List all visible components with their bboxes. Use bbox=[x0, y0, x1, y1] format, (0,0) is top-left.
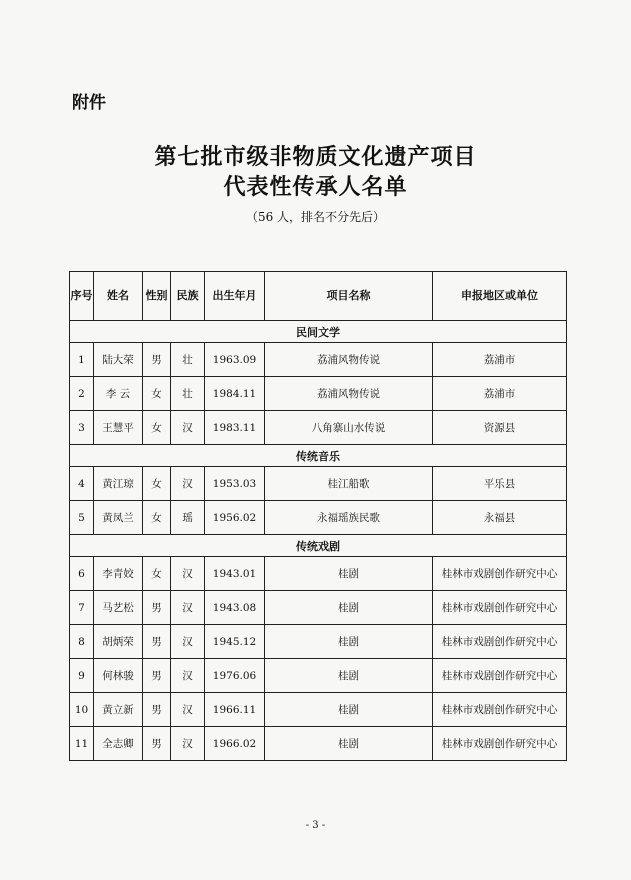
cell-gender: 女 bbox=[143, 377, 171, 411]
cell-birth: 1976.06 bbox=[205, 659, 265, 693]
cell-project: 桂剧 bbox=[265, 727, 433, 761]
header-ethnicity: 民族 bbox=[171, 272, 205, 321]
cell-ethnicity: 汉 bbox=[171, 693, 205, 727]
cell-birth: 1983.11 bbox=[205, 411, 265, 445]
cell-no: 7 bbox=[70, 591, 94, 625]
cell-no: 6 bbox=[70, 557, 94, 591]
cell-birth: 1943.01 bbox=[205, 557, 265, 591]
cell-name: 何林骏 bbox=[94, 659, 143, 693]
cell-project: 桂剧 bbox=[265, 625, 433, 659]
table-row bbox=[70, 377, 567, 411]
table-header-row bbox=[70, 272, 567, 321]
cell-name: 胡炳荣 bbox=[94, 625, 143, 659]
cell-no: 11 bbox=[70, 727, 94, 761]
header-name: 姓名 bbox=[94, 272, 143, 321]
cell-no: 2 bbox=[70, 377, 94, 411]
category-row bbox=[70, 321, 567, 343]
cell-gender: 男 bbox=[143, 591, 171, 625]
cell-ethnicity: 汉 bbox=[171, 625, 205, 659]
header-gender: 性别 bbox=[143, 272, 171, 321]
cell-region: 桂林市戏剧创作研究中心 bbox=[433, 693, 567, 727]
cell-no: 4 bbox=[70, 467, 94, 501]
cell-name: 全志卿 bbox=[94, 727, 143, 761]
cell-gender: 女 bbox=[143, 557, 171, 591]
cell-region: 永福县 bbox=[433, 501, 567, 535]
cell-name: 李 云 bbox=[94, 377, 143, 411]
category-label: 传统戏剧 bbox=[70, 535, 567, 557]
cell-project: 桂剧 bbox=[265, 591, 433, 625]
cell-name: 黄江琼 bbox=[94, 467, 143, 501]
cell-no: 5 bbox=[70, 501, 94, 535]
cell-gender: 男 bbox=[143, 625, 171, 659]
table-row bbox=[70, 501, 567, 535]
cell-birth: 1966.11 bbox=[205, 693, 265, 727]
cell-gender: 男 bbox=[143, 727, 171, 761]
cell-no: 9 bbox=[70, 659, 94, 693]
table-row bbox=[70, 625, 567, 659]
table-row bbox=[70, 411, 567, 445]
cell-gender: 男 bbox=[143, 659, 171, 693]
cell-region: 桂林市戏剧创作研究中心 bbox=[433, 557, 567, 591]
cell-project: 桂剧 bbox=[265, 693, 433, 727]
table-row bbox=[70, 727, 567, 761]
document-title-line1: 第七批市级非物质文化遗产项目 bbox=[154, 144, 477, 170]
cell-region: 桂林市戏剧创作研究中心 bbox=[433, 659, 567, 693]
cell-region: 荔浦市 bbox=[433, 377, 567, 411]
header-project: 项目名称 bbox=[265, 272, 433, 321]
cell-gender: 女 bbox=[143, 501, 171, 535]
cell-ethnicity: 汉 bbox=[171, 659, 205, 693]
cell-name: 黄立新 bbox=[94, 693, 143, 727]
attachment-label: 附件 bbox=[72, 93, 106, 113]
cell-birth: 1953.03 bbox=[205, 467, 265, 501]
cell-no: 10 bbox=[70, 693, 94, 727]
table-row bbox=[70, 659, 567, 693]
cell-ethnicity: 瑶 bbox=[171, 501, 205, 535]
cell-region: 桂林市戏剧创作研究中心 bbox=[433, 727, 567, 761]
cell-project: 永福瑶族民歌 bbox=[265, 501, 433, 535]
category-row bbox=[70, 445, 567, 467]
cell-project: 桂剧 bbox=[265, 557, 433, 591]
document-title-line2: 代表性传承人名单 bbox=[223, 174, 408, 200]
cell-gender: 女 bbox=[143, 467, 171, 501]
page-number: - 3 - bbox=[305, 820, 326, 831]
cell-project: 荔浦风物传说 bbox=[265, 377, 433, 411]
cell-birth: 1963.09 bbox=[205, 343, 265, 377]
cell-ethnicity: 壮 bbox=[171, 343, 205, 377]
cell-region: 资源县 bbox=[433, 411, 567, 445]
cell-birth: 1943.08 bbox=[205, 591, 265, 625]
cell-region: 荔浦市 bbox=[433, 343, 567, 377]
cell-birth: 1984.11 bbox=[205, 377, 265, 411]
cell-name: 黄凤兰 bbox=[94, 501, 143, 535]
cell-project: 八角寨山水传说 bbox=[265, 411, 433, 445]
inheritor-table bbox=[69, 271, 567, 761]
cell-region: 桂林市戏剧创作研究中心 bbox=[433, 625, 567, 659]
cell-name: 马艺松 bbox=[94, 591, 143, 625]
header-birth: 出生年月 bbox=[205, 272, 265, 321]
header-no: 序号 bbox=[70, 272, 94, 321]
category-row bbox=[70, 535, 567, 557]
cell-ethnicity: 汉 bbox=[171, 727, 205, 761]
cell-birth: 1956.02 bbox=[205, 501, 265, 535]
cell-name: 王慧平 bbox=[94, 411, 143, 445]
cell-region: 桂林市戏剧创作研究中心 bbox=[433, 591, 567, 625]
cell-ethnicity: 壮 bbox=[171, 377, 205, 411]
cell-name: 陆大荣 bbox=[94, 343, 143, 377]
category-label: 民间文学 bbox=[70, 321, 567, 343]
table-row bbox=[70, 591, 567, 625]
cell-ethnicity: 汉 bbox=[171, 411, 205, 445]
cell-name: 李青姣 bbox=[94, 557, 143, 591]
category-label: 传统音乐 bbox=[70, 445, 567, 467]
table-row bbox=[70, 557, 567, 591]
cell-no: 3 bbox=[70, 411, 94, 445]
cell-gender: 男 bbox=[143, 343, 171, 377]
document-subtitle: （56 人，排名不分先后） bbox=[245, 210, 386, 224]
cell-ethnicity: 汉 bbox=[171, 591, 205, 625]
cell-region: 平乐县 bbox=[433, 467, 567, 501]
cell-gender: 男 bbox=[143, 693, 171, 727]
cell-ethnicity: 汉 bbox=[171, 467, 205, 501]
cell-project: 桂剧 bbox=[265, 659, 433, 693]
cell-no: 8 bbox=[70, 625, 94, 659]
cell-ethnicity: 汉 bbox=[171, 557, 205, 591]
cell-project: 荔浦风物传说 bbox=[265, 343, 433, 377]
cell-birth: 1945.12 bbox=[205, 625, 265, 659]
table-row bbox=[70, 693, 567, 727]
table-row bbox=[70, 467, 567, 501]
cell-gender: 女 bbox=[143, 411, 171, 445]
cell-birth: 1966.02 bbox=[205, 727, 265, 761]
cell-project: 桂江船歌 bbox=[265, 467, 433, 501]
header-region: 申报地区或单位 bbox=[433, 272, 567, 321]
table-row bbox=[70, 343, 567, 377]
cell-no: 1 bbox=[70, 343, 94, 377]
